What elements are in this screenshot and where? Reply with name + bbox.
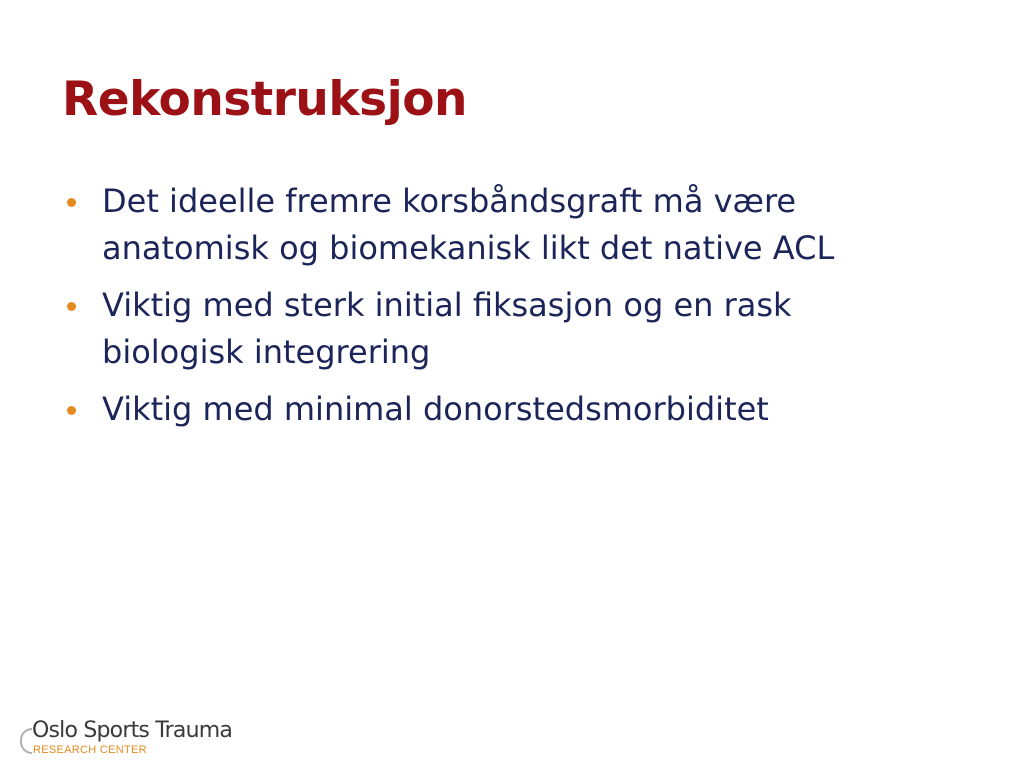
bullet-list (62, 178, 892, 443)
oslo-sports-trauma-logo (20, 716, 280, 760)
bullet-dot-icon (67, 198, 76, 207)
bullet-item (62, 282, 892, 376)
bullet-dot-icon (67, 302, 76, 311)
logo-name: Oslo Sports Trauma (32, 718, 233, 743)
slide-title: Rekonstruksjon (62, 72, 467, 127)
bullet-item (62, 386, 892, 433)
bullet-item (62, 178, 892, 272)
bullet-text: Det ideelle fremre korsbåndsgraft må være anatomisk og biomekanisk likt det native ACL (102, 182, 835, 267)
bullet-text: Viktig med sterk initial fiksasjon og en rask biologisk integrering (102, 286, 792, 371)
bullet-dot-icon (67, 406, 76, 415)
logo-arc-icon (20, 728, 32, 754)
logo-subtitle: RESEARCH CENTER (33, 744, 147, 756)
bullet-text: Viktig med minimal donorstedsmorbiditet (102, 390, 769, 428)
